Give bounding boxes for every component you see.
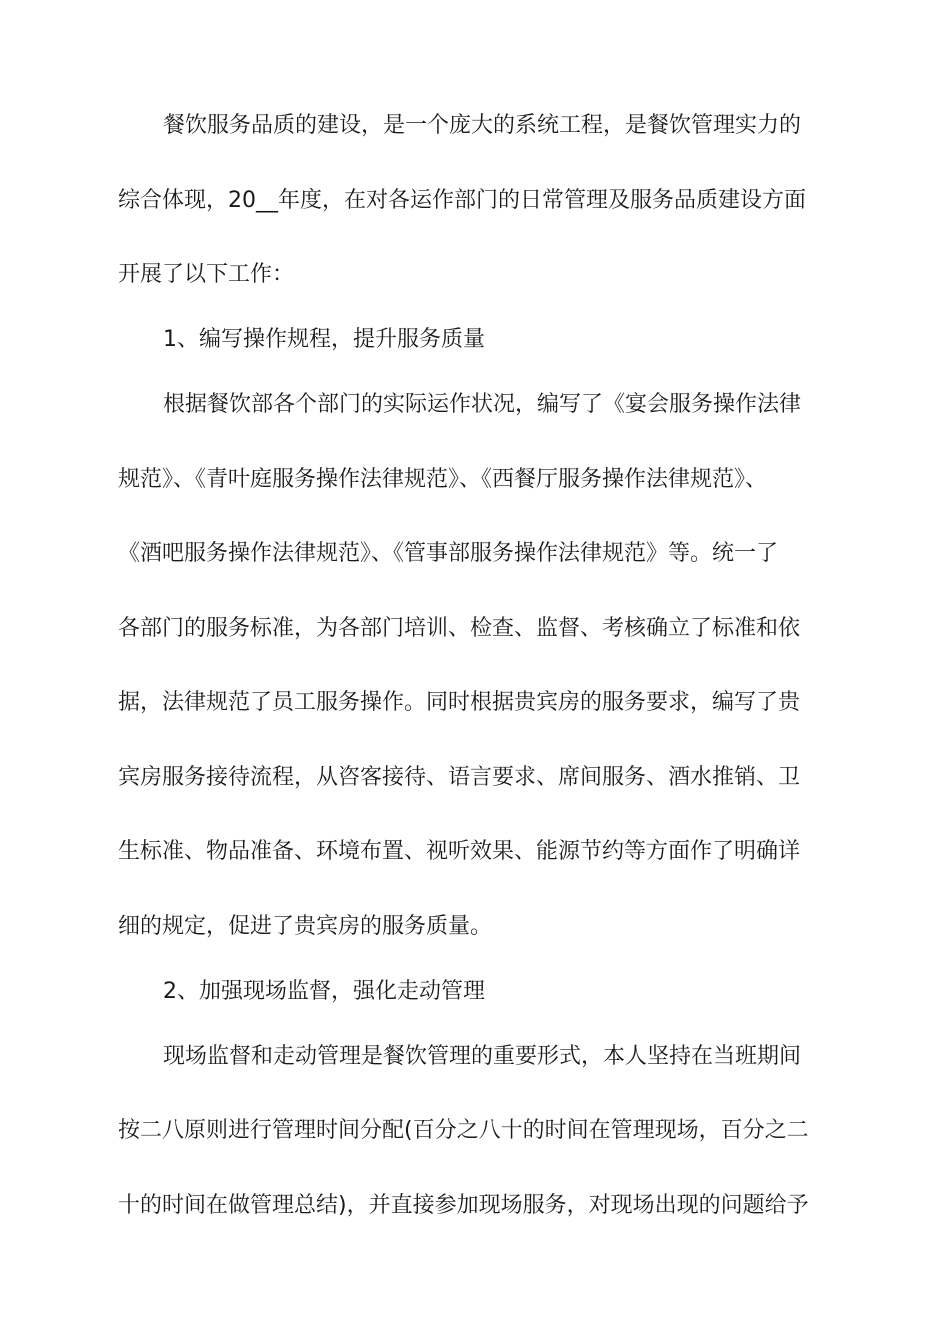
paragraph-line: 综合体现，20__年度，在对各运作部门的日常管理及服务品质建设方面 bbox=[118, 188, 806, 213]
paragraph-line: 按二八原则进行管理时间分配(百分之八十的时间在管理现场，百分之二 bbox=[118, 1118, 809, 1143]
paragraph-line: 据，法律规范了员工服务操作。同时根据贵宾房的服务要求，编写了贵 bbox=[118, 690, 801, 715]
paragraph-line: 细的规定，促进了贵宾房的服务质量。 bbox=[118, 914, 493, 939]
paragraph-line: 开展了以下工作： bbox=[118, 262, 295, 287]
section-heading: 1、编写操作规程，提升服务质量 bbox=[163, 327, 485, 352]
paragraph-line: 各部门的服务标准，为各部门培训、检查、监督、考核确立了标准和依 bbox=[118, 616, 801, 641]
paragraph-line: 根据餐饮部各个部门的实际运作状况，编写了《宴会服务操作法律 bbox=[163, 392, 802, 417]
paragraph-line: 十的时间在做管理总结)，并直接参加现场服务，对现场出现的问题给予 bbox=[118, 1193, 809, 1218]
section-heading: 2、加强现场监督，强化走动管理 bbox=[163, 979, 485, 1004]
paragraph-line: 《酒吧服务操作法律规范》、《管事部服务操作法律规范》等。统一了 bbox=[118, 541, 779, 566]
paragraph-line: 现场监督和走动管理是餐饮管理的重要形式，本人坚持在当班期间 bbox=[163, 1044, 802, 1069]
paragraph-line: 规范》、《青叶庭服务操作法律规范》、《西餐厅服务操作法律规范》、 bbox=[118, 467, 768, 492]
paragraph-line: 宾房服务接待流程，从咨客接待、语言要求、席间服务、酒水推销、卫 bbox=[118, 765, 801, 790]
paragraph-line: 生标准、物品准备、环境布置、视听效果、能源节约等方面作了明确详 bbox=[118, 839, 801, 864]
paragraph-line: 餐饮服务品质的建设，是一个庞大的系统工程，是餐饮管理实力的 bbox=[163, 113, 802, 138]
